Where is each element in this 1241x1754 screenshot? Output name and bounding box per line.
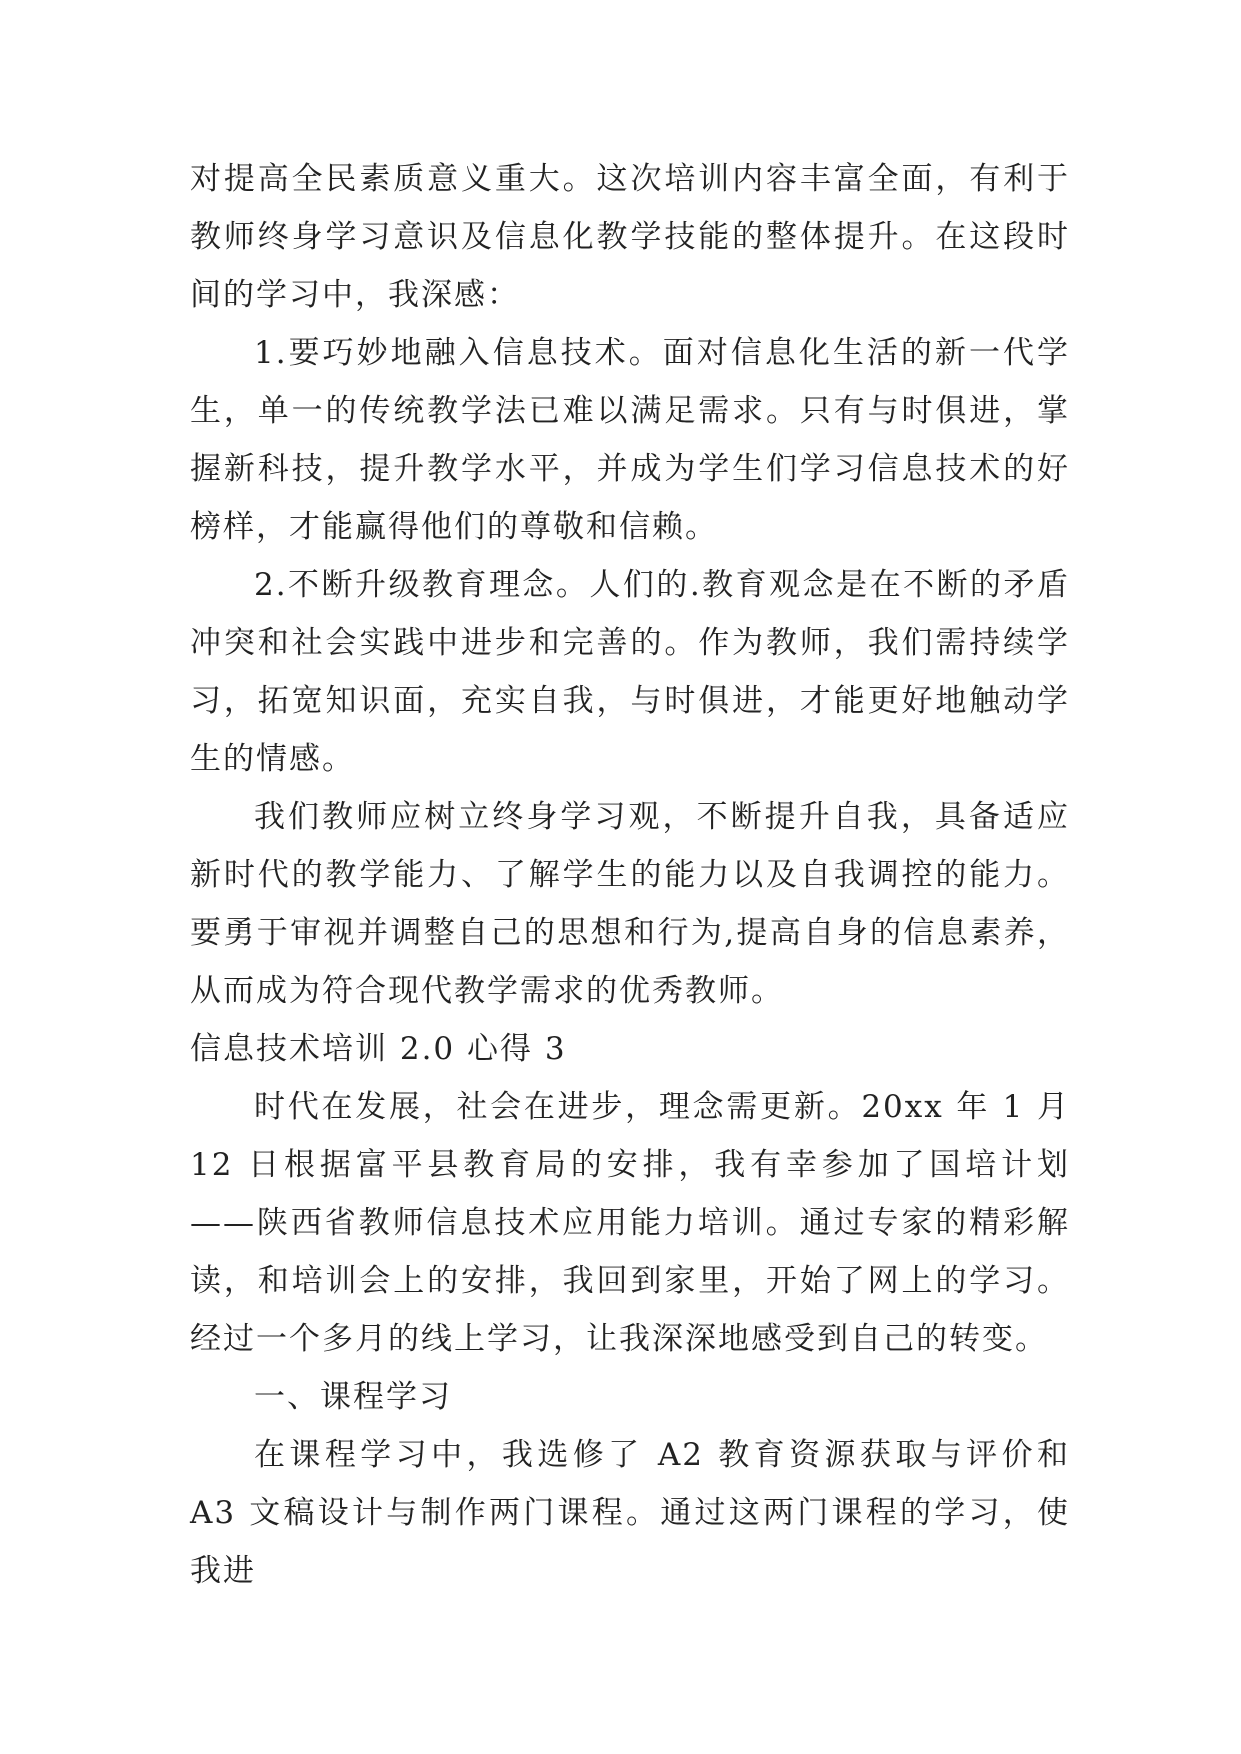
paragraph-conclusion: 我们教师应树立终身学习观，不断提升自我，具备适应新时代的教学能力、了解学生的能力以及自我调控的能力。要勇于审视并调整自己的思想和行为,提高自身的信息素养，从而成为符合现代教学需求的优秀教师。 xyxy=(190,799,1070,1009)
document-body xyxy=(190,150,1070,1600)
paragraph-point-1: 1.要巧妙地融入信息技术。面对信息化生活的新一代学生，单一的传统教学法已难以满足需求。只有与时俱进，掌握新科技，提升教学水平，并成为学生们学习信息技术的好榜样，才能赢得他们的尊敬和信赖。 xyxy=(190,335,1070,545)
section-heading: 信息技术培训 2.0 心得 3 xyxy=(190,1031,567,1067)
subheading-course-study: 一、课程学习 xyxy=(254,1379,452,1415)
paragraph-point-2: 2.不断升级教育理念。人们的.教育观念是在不断的矛盾冲突和社会实践中进步和完善的。作为教师，我们需持续学习，拓宽知识面，充实自我，与时俱进，才能更好地触动学生的情感。 xyxy=(190,567,1070,777)
paragraph-section-intro: 时代在发展，社会在进步，理念需更新。20xx 年 1 月 12 日根据富平县教育局的安排，我有幸参加了国培计划——陕西省教师信息技术应用能力培训。通过专家的精彩解读，和培训会上的安排，我回到家里，开始了网上的学习。经过一个多月的线上学习，让我深深地感受到自己的转变。 xyxy=(190,1089,1070,1357)
paragraph-intro: 对提高全民素质意义重大。这次培训内容丰富全面，有利于教师终身学习意识及信息化教学技能的整体提升。在这段时间的学习中，我深感： xyxy=(190,161,1070,313)
paragraph-course-study: 在课程学习中，我选修了 A2 教育资源获取与评价和 A3 文稿设计与制作两门课程。通过这两门课程的学习，使我进 xyxy=(190,1437,1070,1589)
